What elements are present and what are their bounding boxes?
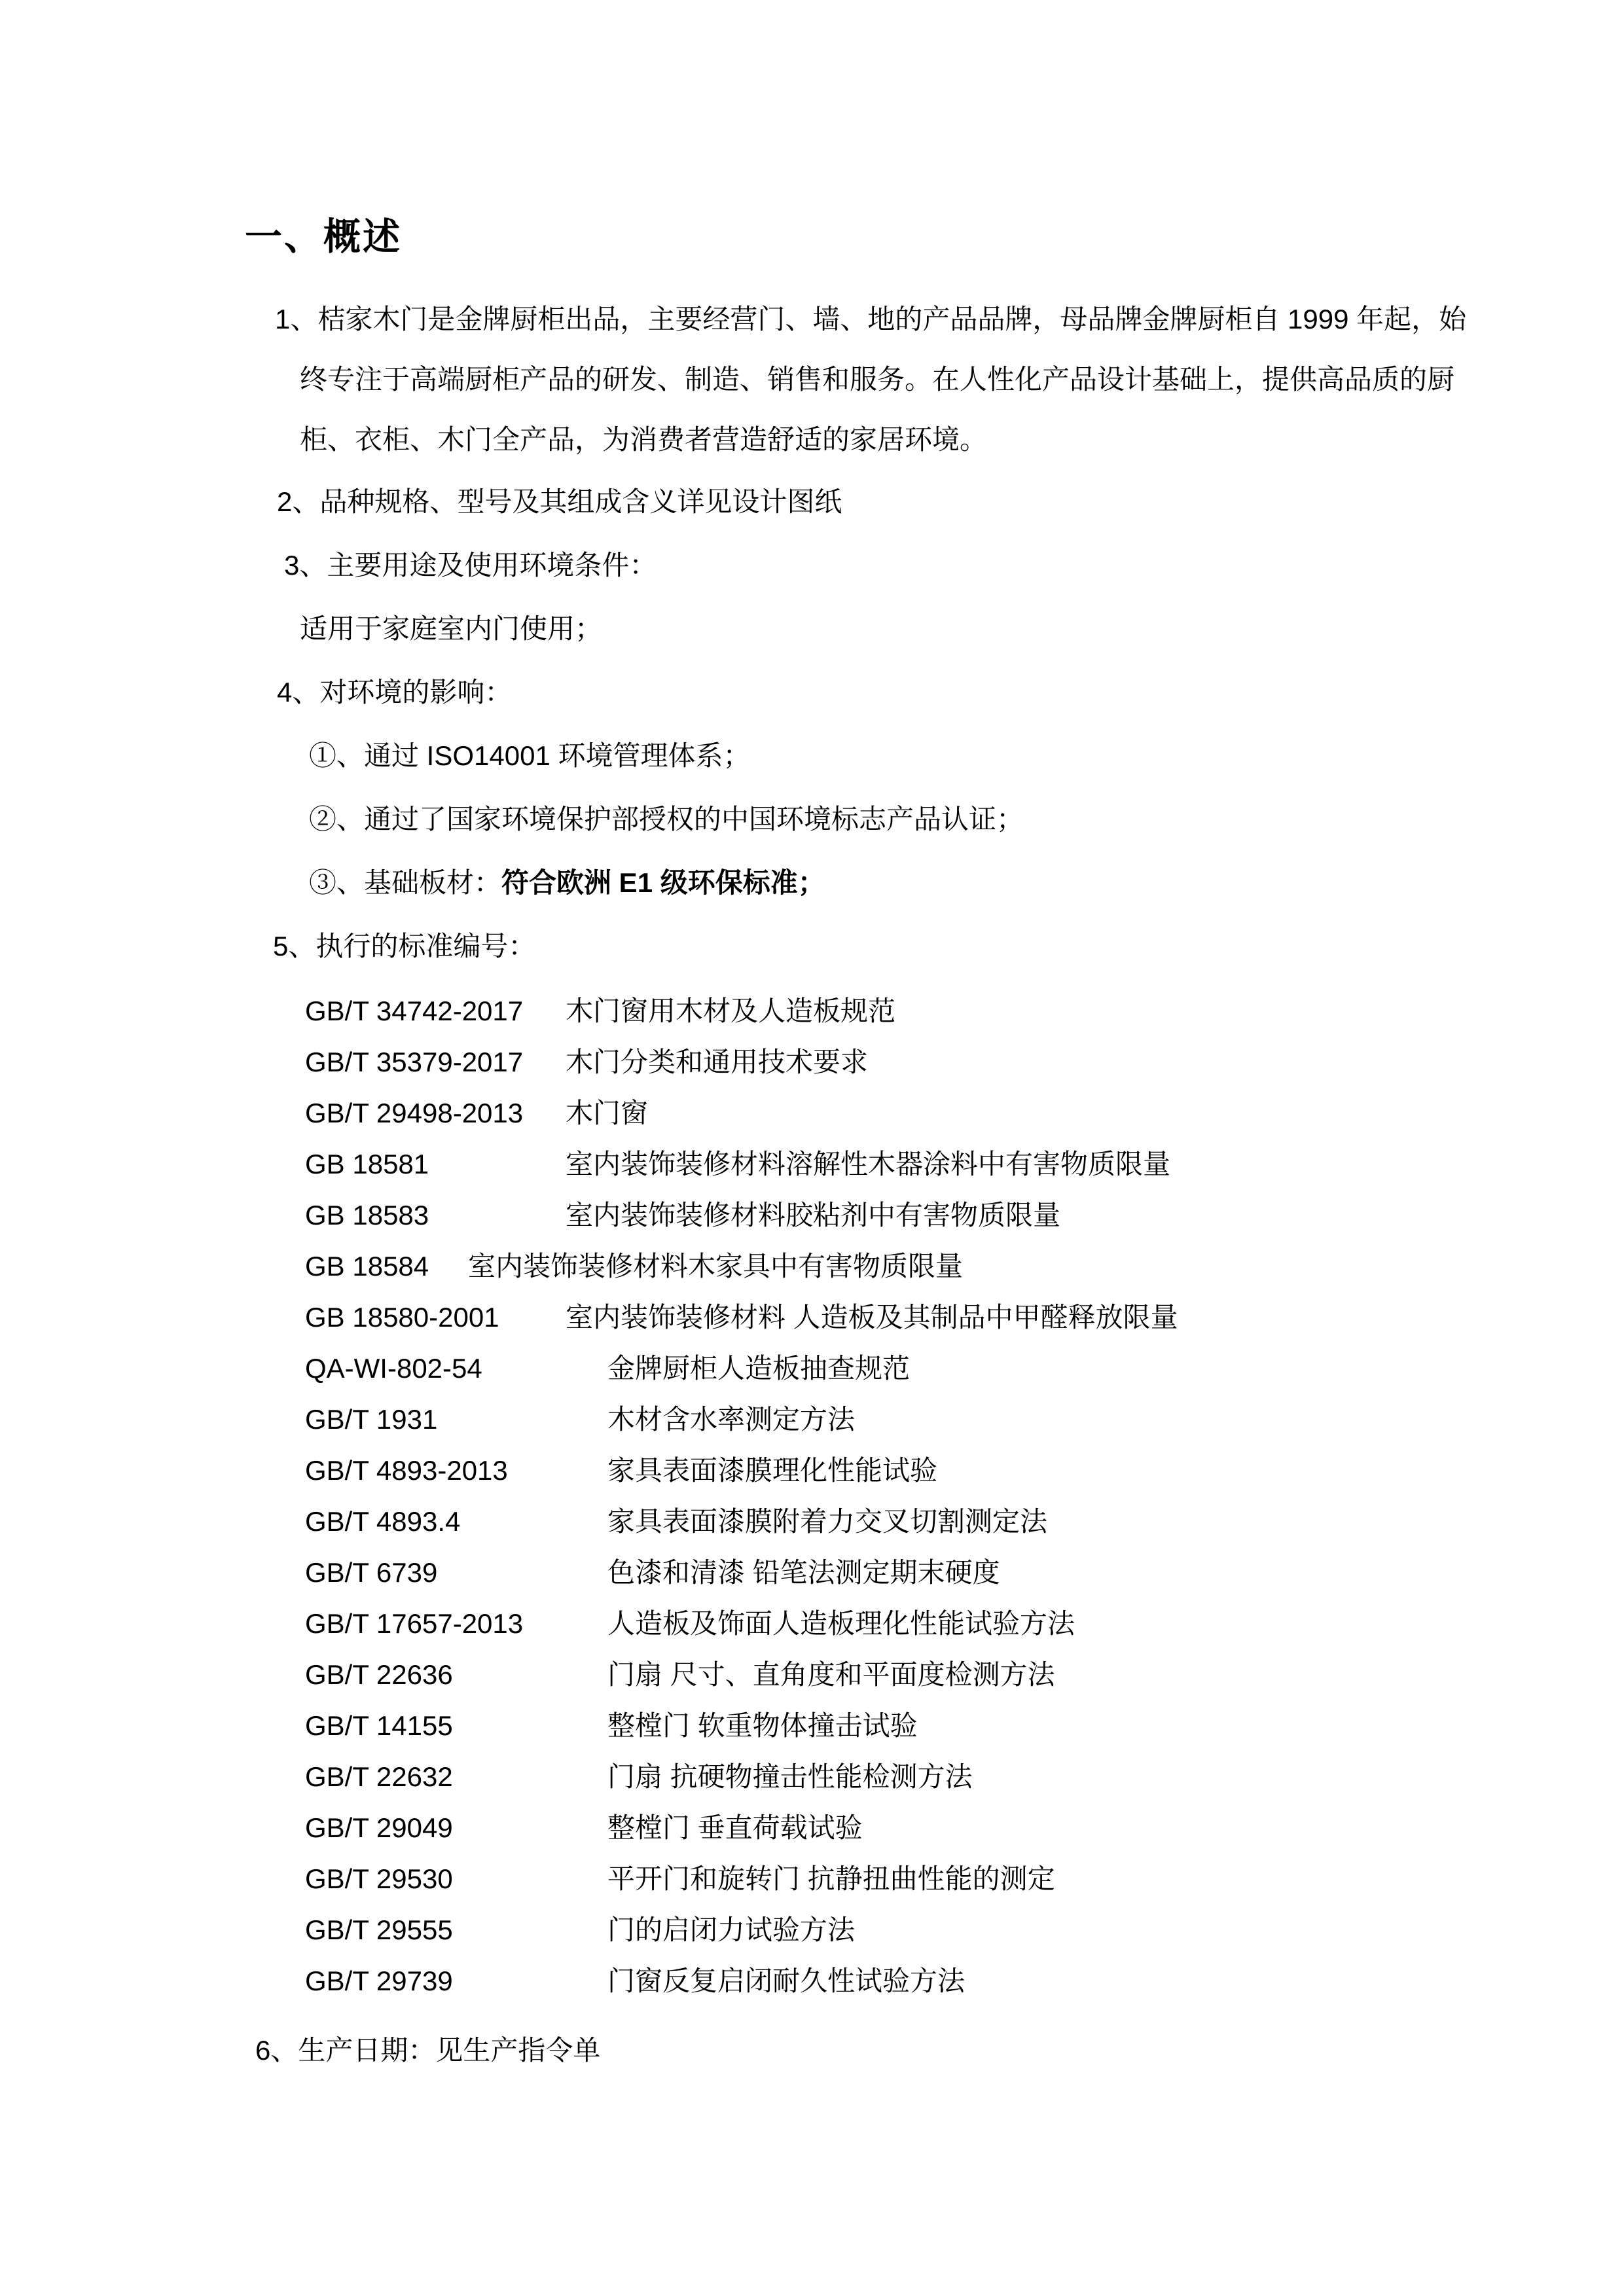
standard-code: GB/T 29049 [305,1812,453,1843]
standard-code: GB/T 29530 [305,1863,453,1894]
standard-code: GB/T 29555 [305,1914,453,1945]
standard-name: 色漆和清漆 铅笔法测定期末硬度 [607,1557,1000,1588]
standard-row [242,1394,1526,1445]
item-specs [242,470,1526,533]
overview-line-3: 柜、衣柜、木门全产品，为消费者营造舒适的家居环境。 [300,424,988,455]
standard-code: GB/T 35379-2017 [305,1047,524,1077]
standard-code: GB/T 34742-2017 [305,996,524,1026]
standard-row [242,1598,1526,1649]
document-content [242,216,1526,2082]
item-specs-text: 2、品种规格、型号及其组成含义详见设计图纸 [277,486,842,517]
standard-row [242,1445,1526,1496]
standard-name: 人造板及饰面人造板理化性能试验方法 [607,1608,1075,1639]
standard-row [242,1037,1526,1088]
standard-row [242,1088,1526,1139]
standard-name: 家具表面漆膜附着力交叉切割测定法 [607,1506,1048,1537]
standard-name: 门扇 抗硬物撞击性能检测方法 [607,1761,973,1792]
standard-row [242,1700,1526,1751]
standard-row [242,1956,1526,2007]
item-production-date-text: 6、生产日期：见生产指令单 [255,2035,601,2066]
env-cert-3 [242,851,1526,914]
standard-code: QA-WI-802-54 [305,1353,482,1384]
standard-code: GB/T 22632 [305,1761,453,1792]
standard-name: 门窗反复启闭耐久性试验方法 [607,1965,965,1996]
standard-name: 室内装饰装修材料溶解性木器涂料中有害物质限量 [566,1149,1171,1179]
standard-code: GB/T 17657-2013 [305,1608,524,1639]
standard-code: GB/T 29739 [305,1965,453,1996]
page-title: 一、概述 [245,216,402,258]
standard-code: GB/T 1931 [305,1404,438,1435]
item-standards-text: 5、执行的标准编号： [273,931,536,961]
standard-row [242,1190,1526,1241]
standard-name: 木门分类和通用技术要求 [566,1047,869,1077]
item-usage [242,533,1526,660]
standard-name: 家具表面漆膜理化性能试验 [607,1455,938,1486]
standard-row [242,1139,1526,1190]
standard-row [242,1854,1526,1905]
standards-list [242,986,1526,2007]
standard-row [242,1343,1526,1394]
standard-name: 木门窗 [566,1098,649,1128]
item-environment-text: 4、对环境的影响： [277,677,513,708]
standard-name: 木门窗用木材及人造板规范 [566,996,896,1026]
standard-code: GB/T 22636 [305,1659,453,1690]
item-usage-note: 适用于家庭室内门使用； [300,613,603,644]
item-usage-text: 3、主要用途及使用环境条件： [284,550,657,581]
standard-name: 整樘门 软重物体撞击试验 [607,1710,918,1741]
standard-row [242,1905,1526,1956]
standard-row [242,1496,1526,1547]
standard-name: 整樘门 垂直荷载试验 [607,1812,863,1843]
standard-row [242,1751,1526,1803]
standard-name: 室内装饰装修材料木家具中有害物质限量 [468,1251,964,1282]
standard-code: GB/T 14155 [305,1710,453,1741]
standard-name: 平开门和旋转门 抗静扭曲性能的测定 [607,1863,1055,1894]
standard-code: GB/T 29498-2013 [305,1098,524,1128]
standard-name: 金牌厨柜人造板抽查规范 [607,1353,911,1384]
overview-line-1: 1、桔家木门是金牌厨柜出品，主要经营门、墙、地的产品品牌，母品牌金牌厨柜自 1999 年起，始 [275,304,1467,334]
env-cert-2: ②、通过了国家环境保护部授权的中国环境标志产品认证； [309,804,1024,834]
standard-row [242,1649,1526,1700]
standard-name: 门扇 尺寸、直角度和平面度检测方法 [607,1659,1055,1690]
standard-name: 木材含水率测定方法 [607,1404,856,1435]
standard-name: 室内装饰装修材料 人造板及其制品中甲醛释放限量 [566,1302,1178,1333]
item-standards-heading [242,914,1526,978]
standard-code: GB 18580-2001 [305,1302,499,1333]
standard-name: 门的启闭力试验方法 [607,1914,856,1945]
standard-row [242,1241,1526,1292]
item-environment [242,660,1526,914]
standard-code: GB 18583 [305,1200,429,1230]
standard-code: GB/T 4893-2013 [305,1455,508,1486]
overview-line-2: 终专注于高端厨柜产品的研发、制造、销售和服务。在人性化产品设计基础上，提供高品质的厨 [300,364,1455,395]
standard-row [242,1547,1526,1598]
standard-code: GB 18584 [305,1251,429,1282]
env-cert-3-prefix: ③、基础板材： [309,867,502,898]
standard-code: GB/T 4893.4 [305,1506,461,1537]
env-cert-1: ①、通过 ISO14001 环境管理体系； [309,740,751,771]
standard-row [242,1803,1526,1854]
item-production-date [242,2018,1526,2082]
standard-row [242,986,1526,1037]
standard-row [242,1292,1526,1343]
standard-code: GB 18581 [305,1149,429,1179]
paragraph-overview [242,289,1526,470]
standard-code: GB/T 6739 [305,1557,438,1588]
env-cert-3-bold: 符合欧洲 E1 级环保标准； [501,867,825,898]
standard-name: 室内装饰装修材料胶粘剂中有害物质限量 [566,1200,1061,1230]
